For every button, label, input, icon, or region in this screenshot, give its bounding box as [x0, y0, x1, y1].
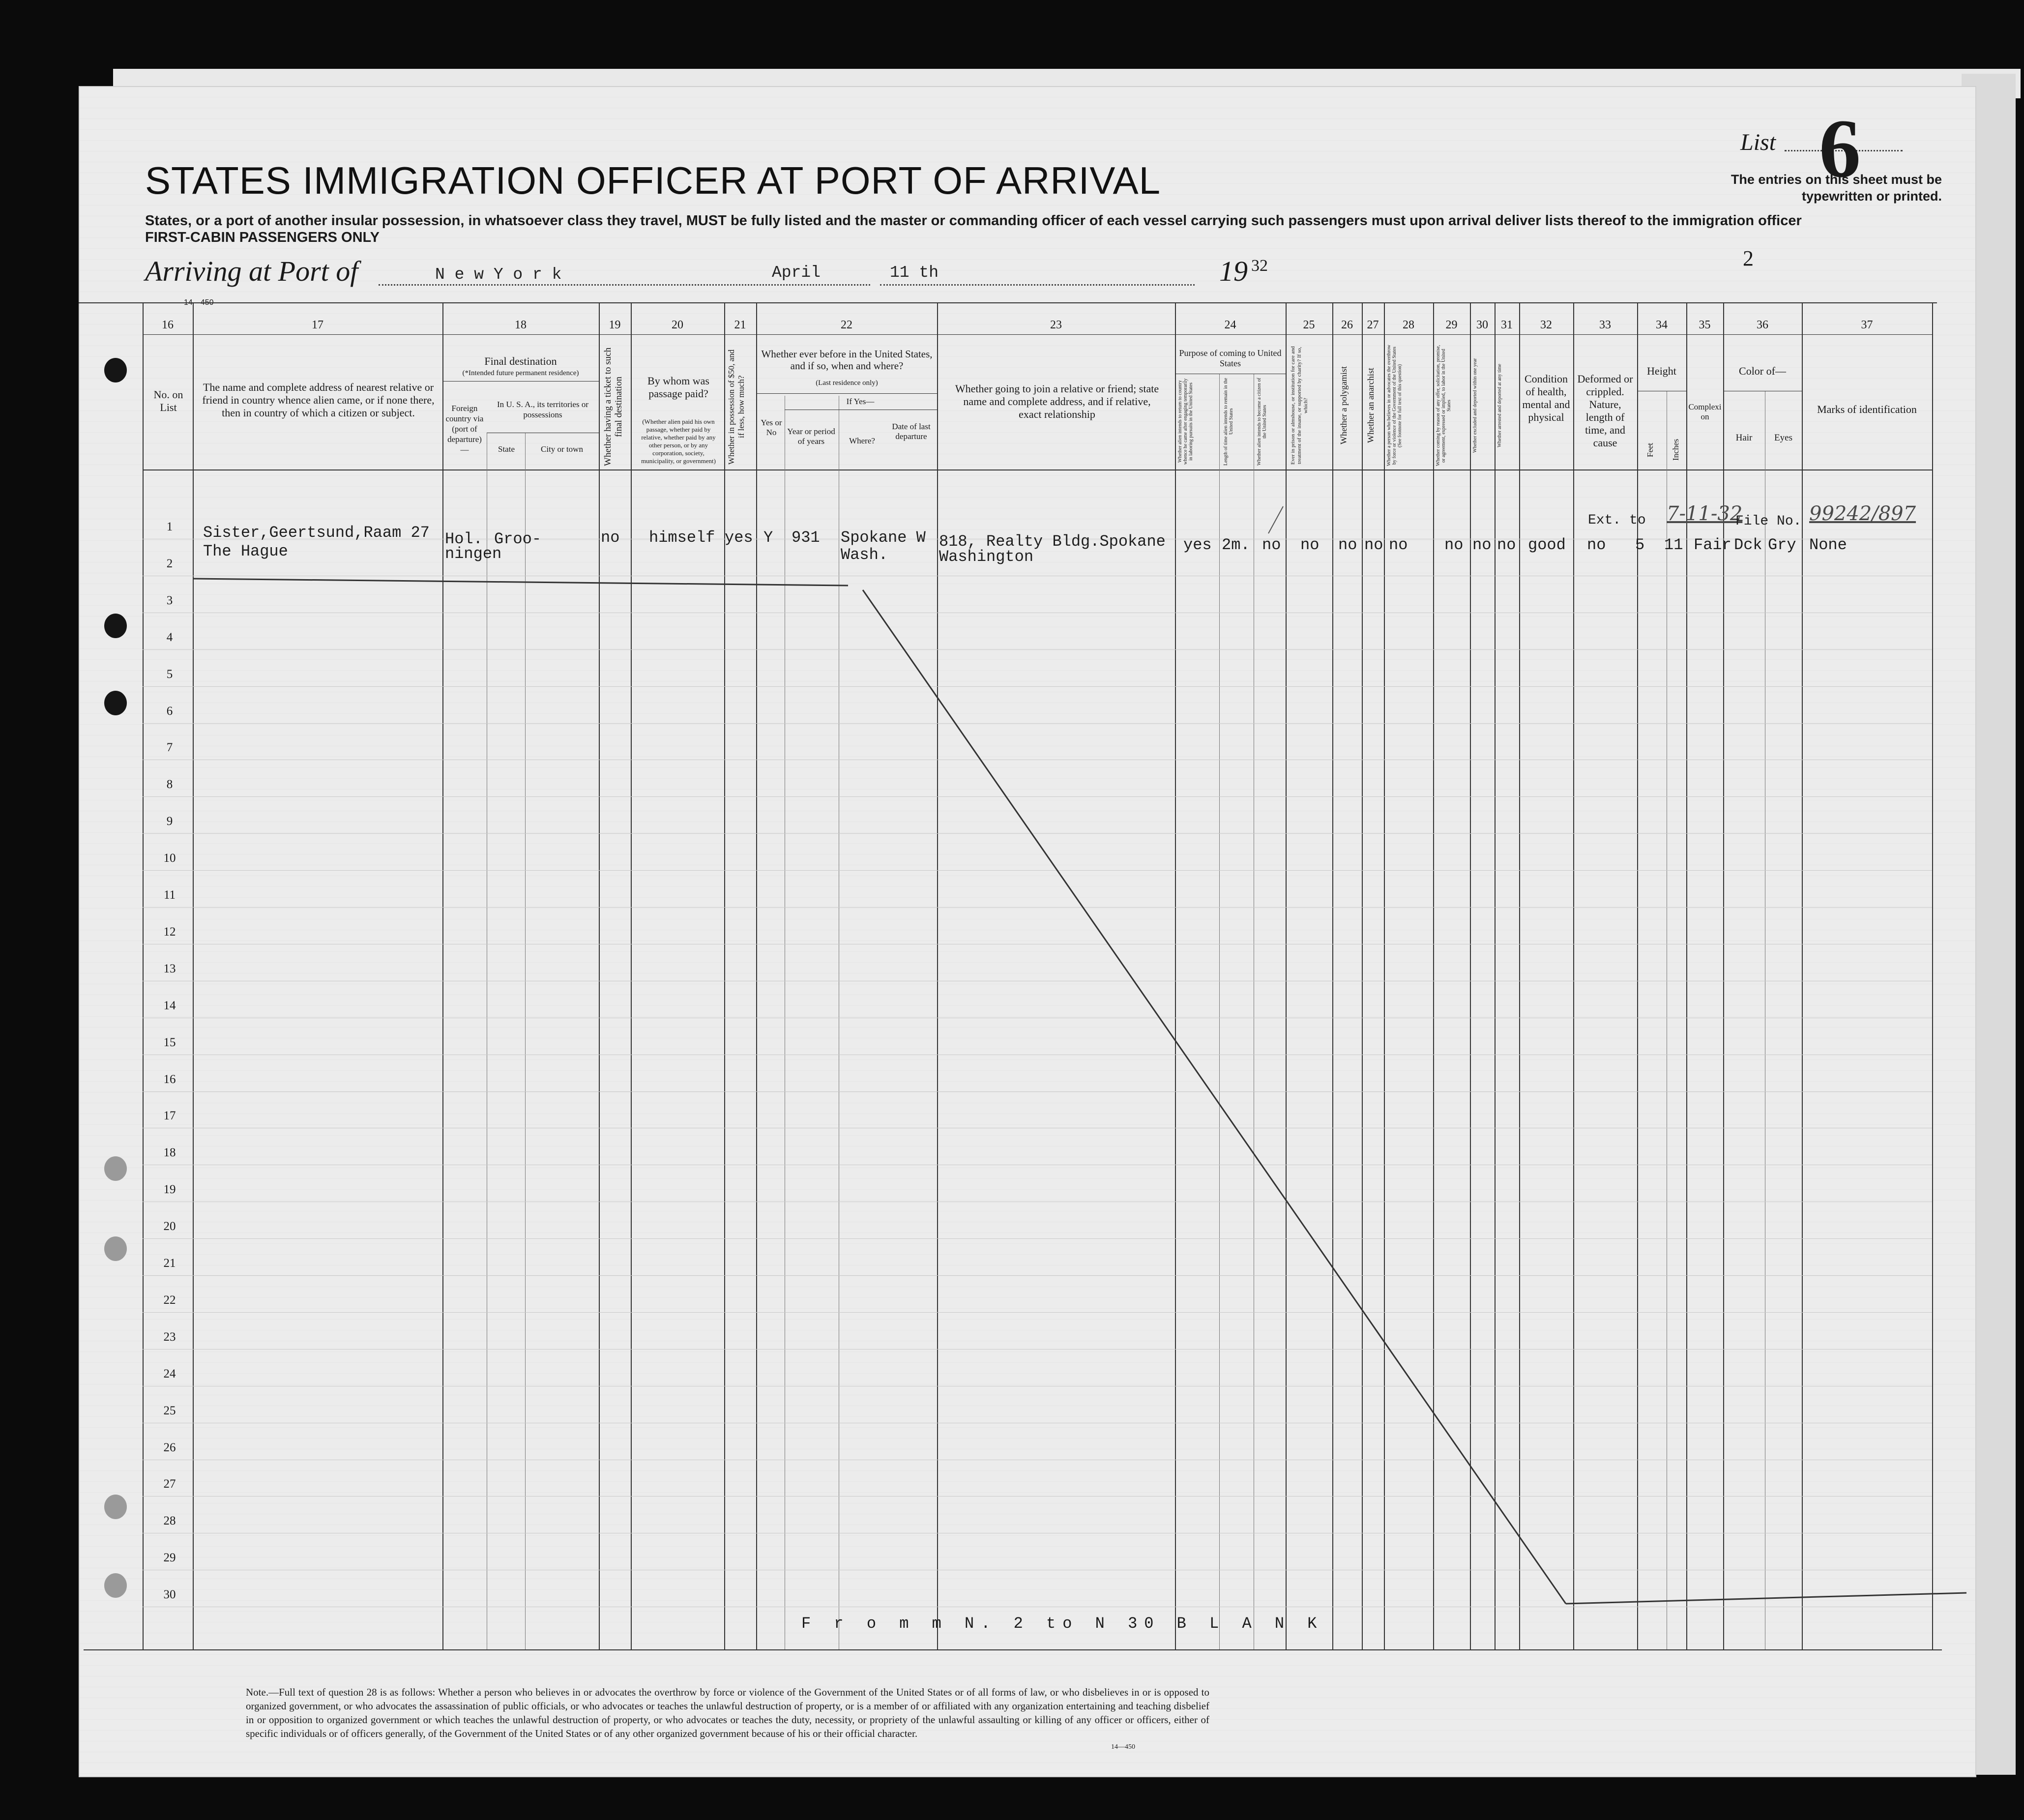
row-number: 11: [163, 888, 176, 902]
form-code: 14—450: [184, 298, 214, 307]
column-number: 30: [1476, 319, 1488, 331]
row-number: 30: [163, 1588, 176, 1602]
row-number: 18: [163, 1146, 176, 1160]
cell-deported: no: [1497, 536, 1516, 554]
header-state: State: [498, 444, 515, 454]
column-number: 36: [1757, 319, 1768, 331]
column-number: 23: [1050, 319, 1062, 331]
row-number: 16: [163, 1072, 176, 1086]
ext-date: 7-11-32: [1667, 502, 1743, 525]
row-number: 23: [163, 1330, 176, 1344]
column-number: 35: [1699, 319, 1711, 331]
row-number: 7: [166, 741, 173, 755]
punch-hole: [104, 1573, 127, 1598]
column-number: 27: [1367, 319, 1379, 331]
cell-eyes: Gry: [1768, 536, 1796, 554]
header-fifty-dollars: Whether in possession of $50, and if less, how much?: [727, 349, 746, 465]
cell-city-line2: ningen: [445, 545, 502, 563]
row-number: 10: [163, 851, 176, 865]
header-inches: Inches: [1671, 439, 1680, 461]
cell-city-line1: Groo-: [494, 530, 542, 548]
footnote: Note.—Full text of question 28 is as follows: Whether a person who believes in or advocates the overthrow by force or violence of the Government of the United States or of all forms of law, or who disbelieves in or is opposed to organized government, or who advocates the assassination of public officials, or who advocates or teaches the unlawful destruction of property, or is a member of or affiliated with any organization entertaining and teaching disbelief in or opposition to organized government or which teaches the unlawful destruction of property, or who advocates or teaches the duty, necessity, or propriety of the unlawful assaulting or killing of any officer or officers, either of specific individuals or of officers generally, of the Government of the United States or of any other organized government because of his or their official character.: [246, 1686, 1209, 1739]
file-label: File No.: [1735, 514, 1802, 529]
file-number: 99242/897: [1809, 502, 1916, 525]
row-number: 20: [163, 1220, 176, 1233]
ext-label: Ext. to: [1588, 513, 1646, 528]
list-label: List: [1740, 129, 1776, 155]
column-number: 32: [1540, 319, 1552, 331]
column-number: 26: [1341, 319, 1353, 331]
column-number: 34: [1656, 319, 1668, 331]
punch-hole: [104, 358, 127, 382]
header-ticket: Whether having a ticket to such final destination: [603, 347, 624, 467]
header-deformed: Deformed or crippled. Nature, length of time, and cause: [1577, 373, 1633, 449]
column-number: 25: [1303, 319, 1315, 331]
header-purpose-citizen: Whether alien intends to become a citizen of the United States: [1257, 378, 1267, 466]
column-number: 31: [1501, 319, 1513, 331]
column-number: 24: [1224, 319, 1236, 331]
column-number: 33: [1599, 319, 1611, 331]
blank-stamp: F r o m m N. 2 to N 30 B L A N K: [801, 1615, 1324, 1633]
footnote-form-code: 14—450: [1111, 1743, 1135, 1751]
header-health: Condition of health, mental and physical: [1522, 373, 1570, 423]
row-number: 28: [163, 1514, 176, 1528]
header-feet: Feet: [1645, 442, 1655, 457]
cell-deformed: no: [1587, 536, 1606, 554]
cell-excluded: no: [1472, 536, 1492, 554]
row-number: 27: [163, 1477, 176, 1491]
header-if-yes: If Yes—: [846, 397, 875, 406]
header-marks: Marks of identification: [1817, 403, 1917, 415]
row-number: 2: [166, 557, 173, 570]
cell-fifty-dollars: yes: [725, 528, 753, 547]
header-overthrow: Whether a person who believes in or advocates the overthrow by force or violence of the Government of the United States (See footnote for full text of this question): [1386, 345, 1403, 467]
cell-length-of-stay: 2m.: [1222, 536, 1250, 554]
column-number: 29: [1445, 319, 1458, 331]
header-anarchist: Whether an anarchist: [1366, 368, 1376, 443]
header-final-destination-note: (*Intended future permanent residence): [462, 369, 579, 377]
cell-labor-offer: no: [1444, 536, 1464, 554]
cell-relative-line1: Sister,Geertsund,Raam 27: [203, 524, 430, 542]
row-number: 9: [166, 815, 173, 828]
cell-year: 931: [792, 528, 820, 547]
header-color-of: Color of—: [1739, 365, 1786, 377]
row-number: 13: [163, 962, 176, 975]
cell-prison: no: [1300, 536, 1320, 554]
header-nearest-relative: The name and complete address of nearest relative or friend in country whence alien came, or if none there, then in country of which a citizen or subject.: [202, 381, 435, 419]
cell-polygamist: no: [1338, 536, 1357, 554]
arrival-month: April: [772, 264, 821, 282]
cell-ticket: no: [601, 528, 620, 547]
row-number: 21: [163, 1257, 176, 1270]
column-number: 16: [162, 319, 174, 331]
cell-passage-paid: himself: [649, 528, 715, 547]
column-number: 28: [1403, 319, 1414, 331]
punch-hole: [104, 1495, 127, 1519]
page-title: STATES IMMIGRATION OFFICER AT PORT OF ARRIVAL: [145, 159, 1161, 202]
column-number: 21: [734, 319, 746, 331]
header-prison: Ever in prison or almshouse, or institution for care and treatment of the insane, or supported by charity? If so, which?: [1290, 346, 1309, 465]
subtitle-line: States, or a port of another insular possession, in whatsoever class they travel, MUST be fully listed and the master or commanding officer of each vessel carrying such passengers must upon arrival deliver lists thereof to the immigration officer: [145, 213, 1802, 229]
cell-where-line1: Spokane W: [841, 528, 926, 547]
header-excluded: Whether excluded and deported within one year: [1472, 358, 1478, 453]
header-join-relative: Whether going to join a relative or friend; state name and complete address, and if relative, exact relationship: [955, 382, 1159, 420]
row-number: 15: [163, 1035, 176, 1049]
row-number: 5: [166, 667, 173, 681]
header-deported: Whether arrested and deported at any time: [1497, 364, 1502, 447]
cell-hair: Dck: [1734, 536, 1762, 554]
header-city: City or town: [541, 444, 583, 454]
punch-hole: [104, 1236, 127, 1261]
cell-height-inches: 11: [1664, 536, 1683, 554]
header-purpose-length: Length of time alien intends to remain in the United States: [1223, 378, 1234, 466]
header-purpose: Purpose of coming to United States: [1179, 348, 1282, 368]
row-number: 17: [163, 1109, 176, 1123]
cell-foreign-country: Hol.: [445, 530, 483, 548]
column-number: 22: [841, 319, 852, 331]
arrival-port: N e w Y o r k: [435, 265, 562, 284]
arrival-year-suffix: 32: [1251, 257, 1268, 275]
cell-join-line2: Washington: [939, 548, 1034, 566]
punch-hole: [104, 691, 127, 715]
row-number: 3: [166, 593, 173, 607]
header-where: Where?: [849, 436, 875, 445]
column-number: 17: [312, 319, 323, 331]
header-height: Height: [1647, 365, 1676, 377]
header-passage-paid: By whom was passage paid?: [647, 375, 709, 400]
cell-join-line1: 818, Realty Bldg.Spokane: [939, 532, 1166, 551]
header-foreign-country: Foreign country via (port of departure)—: [445, 404, 484, 454]
header-complexion: Complexion: [1688, 402, 1722, 421]
row-number: 19: [163, 1183, 176, 1197]
subtitle-cabin: FIRST-CABIN PASSENGERS ONLY: [145, 230, 380, 245]
header-before-in-us: Whether ever before in the United States, and if so, when and where?: [761, 348, 933, 372]
arrival-year-prefix: 19: [1219, 255, 1248, 287]
header-yes-or-no: Yes or No: [761, 418, 782, 437]
header-last-residence: (Last residence only): [816, 379, 878, 387]
column-number: 20: [672, 319, 683, 331]
punch-hole: [104, 614, 127, 638]
column-number: 18: [515, 319, 527, 331]
cell-purpose-return: yes: [1183, 536, 1212, 554]
row-number: 29: [163, 1551, 176, 1565]
cell-anarchist: no: [1364, 536, 1383, 554]
row-number: 1: [166, 520, 173, 533]
row-number: 12: [163, 925, 176, 939]
column-number: 37: [1861, 319, 1873, 331]
header-final-destination: Final destination: [484, 355, 557, 367]
header-no-on-list: No. on List: [153, 388, 183, 413]
header-date-departure: Date of last departure: [892, 422, 931, 441]
row-number: 22: [163, 1293, 176, 1307]
list-number: 6: [1819, 102, 1861, 195]
cell-become-citizen: no: [1262, 536, 1281, 554]
cell-where-line2: Wash.: [841, 546, 888, 564]
arriving-label: Arriving at Port of: [145, 255, 358, 287]
row-number: 8: [166, 778, 173, 792]
cell-marks: None: [1809, 536, 1847, 554]
cell-overthrow: no: [1389, 536, 1408, 554]
header-eyes: Eyes: [1774, 433, 1792, 443]
header-year: Year or period of years: [787, 427, 835, 446]
cell-complexion: Fair: [1694, 536, 1731, 554]
corner-number: 2: [1743, 246, 1754, 270]
header-passage-paid-note: (Whether alien paid his own passage, whether paid by relative, whether paid by any other person, or by any corporation, society, municipality, or government): [641, 418, 716, 465]
cell-height-feet: 5: [1635, 536, 1645, 554]
row-number: 25: [163, 1404, 176, 1417]
row-number: 24: [163, 1367, 176, 1380]
punch-hole: [104, 1156, 127, 1181]
header-hair: Hair: [1735, 433, 1753, 443]
arrival-day: 11 th: [890, 264, 939, 282]
cell-before-in-us: Y: [763, 528, 773, 547]
header-labor-offer: Whether coming by reason of any offer, solicitation, promise, or agreement, expressed or implied, to labor in the United States: [1436, 345, 1452, 467]
row-number: 4: [166, 630, 173, 644]
row-number: 6: [166, 704, 173, 718]
header-polygamist: Whether a polygamist: [1339, 366, 1349, 445]
header-purpose-return: Whether alien intends to return to country whence he came after engaging temporarily in laboring pursuits in the United States: [1177, 378, 1194, 465]
cell-relative-line2: The Hague: [203, 542, 288, 560]
header-in-usa: In U. S. A., its territories or possessions: [497, 400, 589, 419]
row-number: 26: [163, 1440, 176, 1454]
column-number: 19: [609, 319, 621, 331]
cell-health: good: [1528, 536, 1566, 554]
entries-note: The entries on this sheet must be typewritten or printed.: [1731, 172, 1942, 204]
row-number: 14: [163, 998, 176, 1012]
